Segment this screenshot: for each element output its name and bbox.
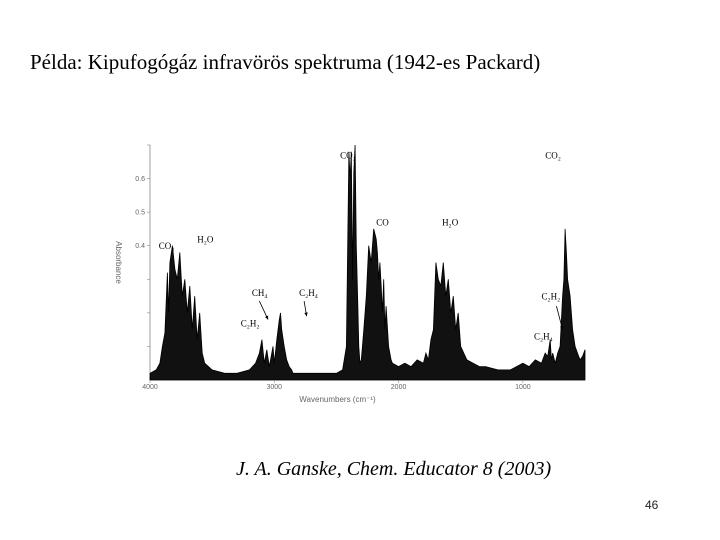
y-tick-label: 0.4: [135, 243, 145, 251]
peak-annotations: [159, 150, 564, 341]
x-tick-label: 4000: [142, 384, 158, 391]
citation: J. A. Ganske, Chem. Educator 8 (2003): [236, 458, 552, 480]
peak-label: CH₄: [251, 288, 268, 299]
peak-label: CO₂: [545, 150, 561, 161]
arrow-head: [304, 312, 307, 316]
spectrum-trace: [150, 145, 585, 380]
y-tick-label: 0.6: [135, 176, 145, 184]
x-tick-label: 3000: [266, 384, 283, 391]
peak-label: CO₂: [158, 241, 175, 252]
peak-label: CO: [376, 217, 389, 228]
peak-label: C₂H₂: [541, 291, 561, 302]
peak-label: C₂H₄: [534, 331, 553, 342]
x-tick-label: 2000: [390, 384, 407, 391]
y-axis-label: Absorbance: [114, 241, 123, 284]
peak-label: H₂O: [197, 234, 214, 245]
slide-title: Példa: Kipufogógáz infravörös spektruma (1942-es Packard): [30, 50, 541, 74]
peak-label: H₂O: [442, 217, 459, 228]
x-axis-label: Wavenumbers (cm⁻¹): [299, 395, 376, 404]
y-tick-label: 0.5: [135, 209, 145, 217]
peak-label: C₂H₂: [240, 318, 260, 329]
x-tick-label: 1000: [515, 384, 531, 391]
peak-label: C₂H₄: [299, 288, 318, 299]
page-number: 46: [645, 498, 659, 512]
peak-label: CO₂: [340, 150, 356, 161]
